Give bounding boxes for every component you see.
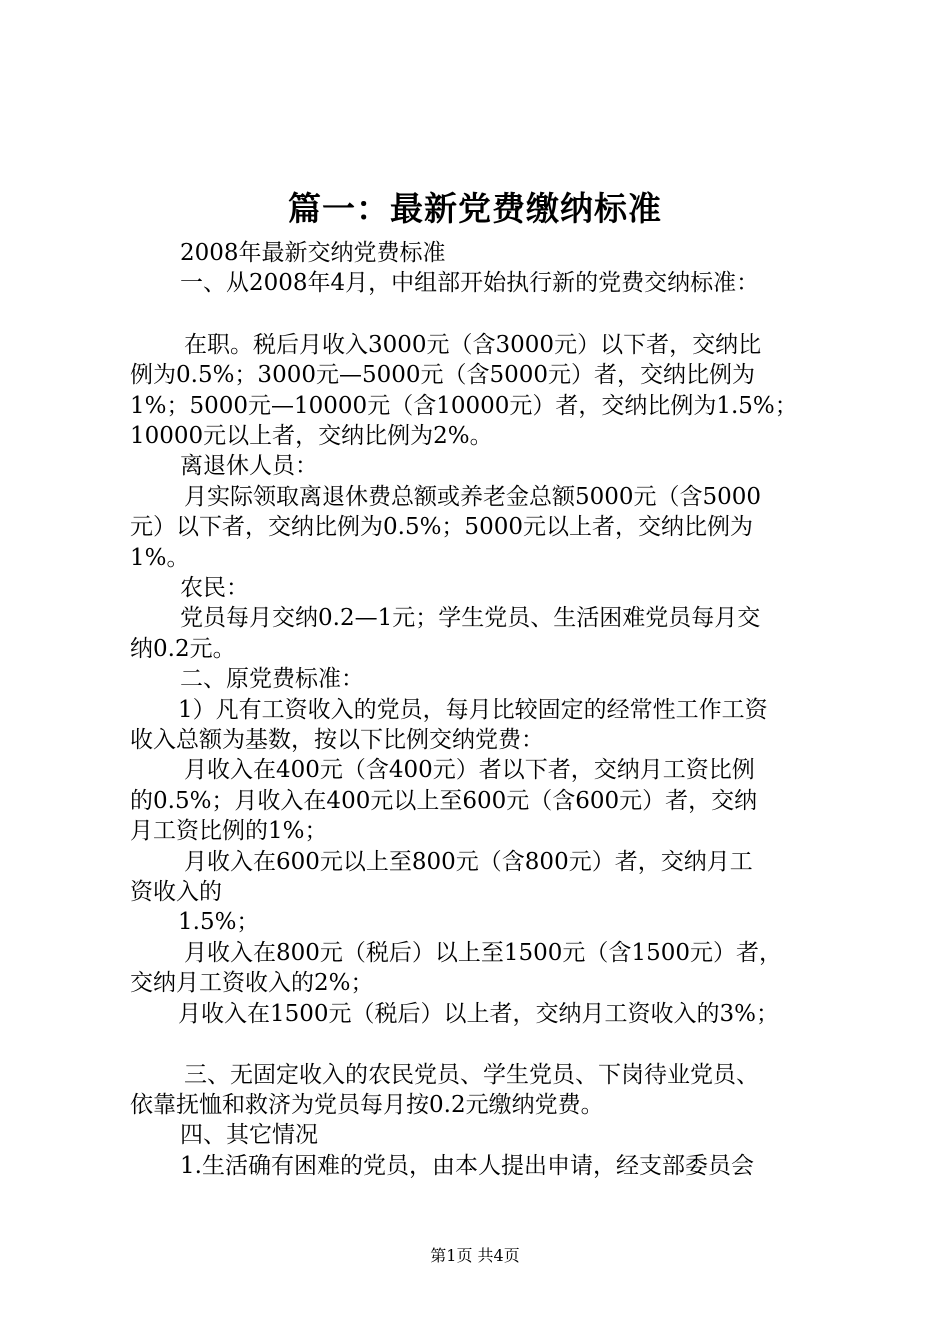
text-line: 四、其它情况 [180, 1122, 318, 1148]
text-line: 一、从2008年4月，中组部开始执行新的党费交纳标准： [180, 270, 760, 296]
text-line: 农民： [180, 575, 249, 601]
text-line: 1.生活确有困难的党员，由本人提出申请，经支部委员会 [180, 1153, 754, 1179]
text-line: 收入总额为基数，按以下比例交纳党费： [130, 727, 544, 753]
text-line: 交纳月工资收入的2%； [130, 970, 374, 996]
text-line: 2008年最新交纳党费标准 [180, 240, 446, 266]
text-line: 月工资比例的1%； [130, 818, 328, 844]
text-line: 1%；5000元—10000元（含10000元）者，交纳比例为1.5%； [130, 393, 798, 419]
text-line: 依靠抚恤和救济为党员每月按0.2元缴纳党费。 [130, 1092, 604, 1118]
text-line: 离退休人员： [180, 453, 318, 479]
text-line: 二、原党费标准： [180, 666, 364, 692]
text-line: 月收入在1500元（税后）以上者，交纳月工资收入的3%； [178, 1001, 780, 1027]
text-line: 月收入在600元以上至800元（含800元）者，交纳月工 [184, 849, 753, 875]
text-line: 月收入在400元（含400元）者以下者，交纳月工资比例 [184, 757, 755, 783]
text-line: 月实际领取离退休费总额或养老金总额5000元（含5000 [184, 484, 762, 510]
document-title: 篇一：最新党费缴纳标准 [288, 189, 662, 228]
text-line: 纳0.2元。 [130, 636, 236, 662]
text-line: 资收入的 [130, 879, 222, 905]
text-line: 的0.5%；月收入在400元以上至600元（含600元）者，交纳 [130, 788, 758, 814]
text-line: 1）凡有工资收入的党员，每月比较固定的经常性工作工资 [178, 697, 768, 723]
text-line: 三、无固定收入的农民党员、学生党员、下岗待业党员、 [184, 1062, 759, 1088]
text-line: 1%。 [130, 545, 190, 571]
text-line: 月收入在800元（税后）以上至1500元（含1500元）者， [184, 940, 782, 966]
text-line: 元）以下者，交纳比例为0.5%；5000元以上者，交纳比例为 [130, 514, 753, 540]
text-line: 10000元以上者，交纳比例为2%。 [130, 423, 493, 449]
text-line: 1.5%； [178, 909, 260, 935]
text-line: 在职。税后月收入3000元（含3000元）以下者，交纳比 [184, 332, 762, 358]
page-number: 第1页 共4页 [430, 1246, 520, 1265]
text-line: 党员每月交纳0.2—1元；学生党员、生活困难党员每月交 [180, 605, 761, 631]
text-line: 例为0.5%；3000元—5000元（含5000元）者，交纳比例为 [130, 362, 756, 388]
